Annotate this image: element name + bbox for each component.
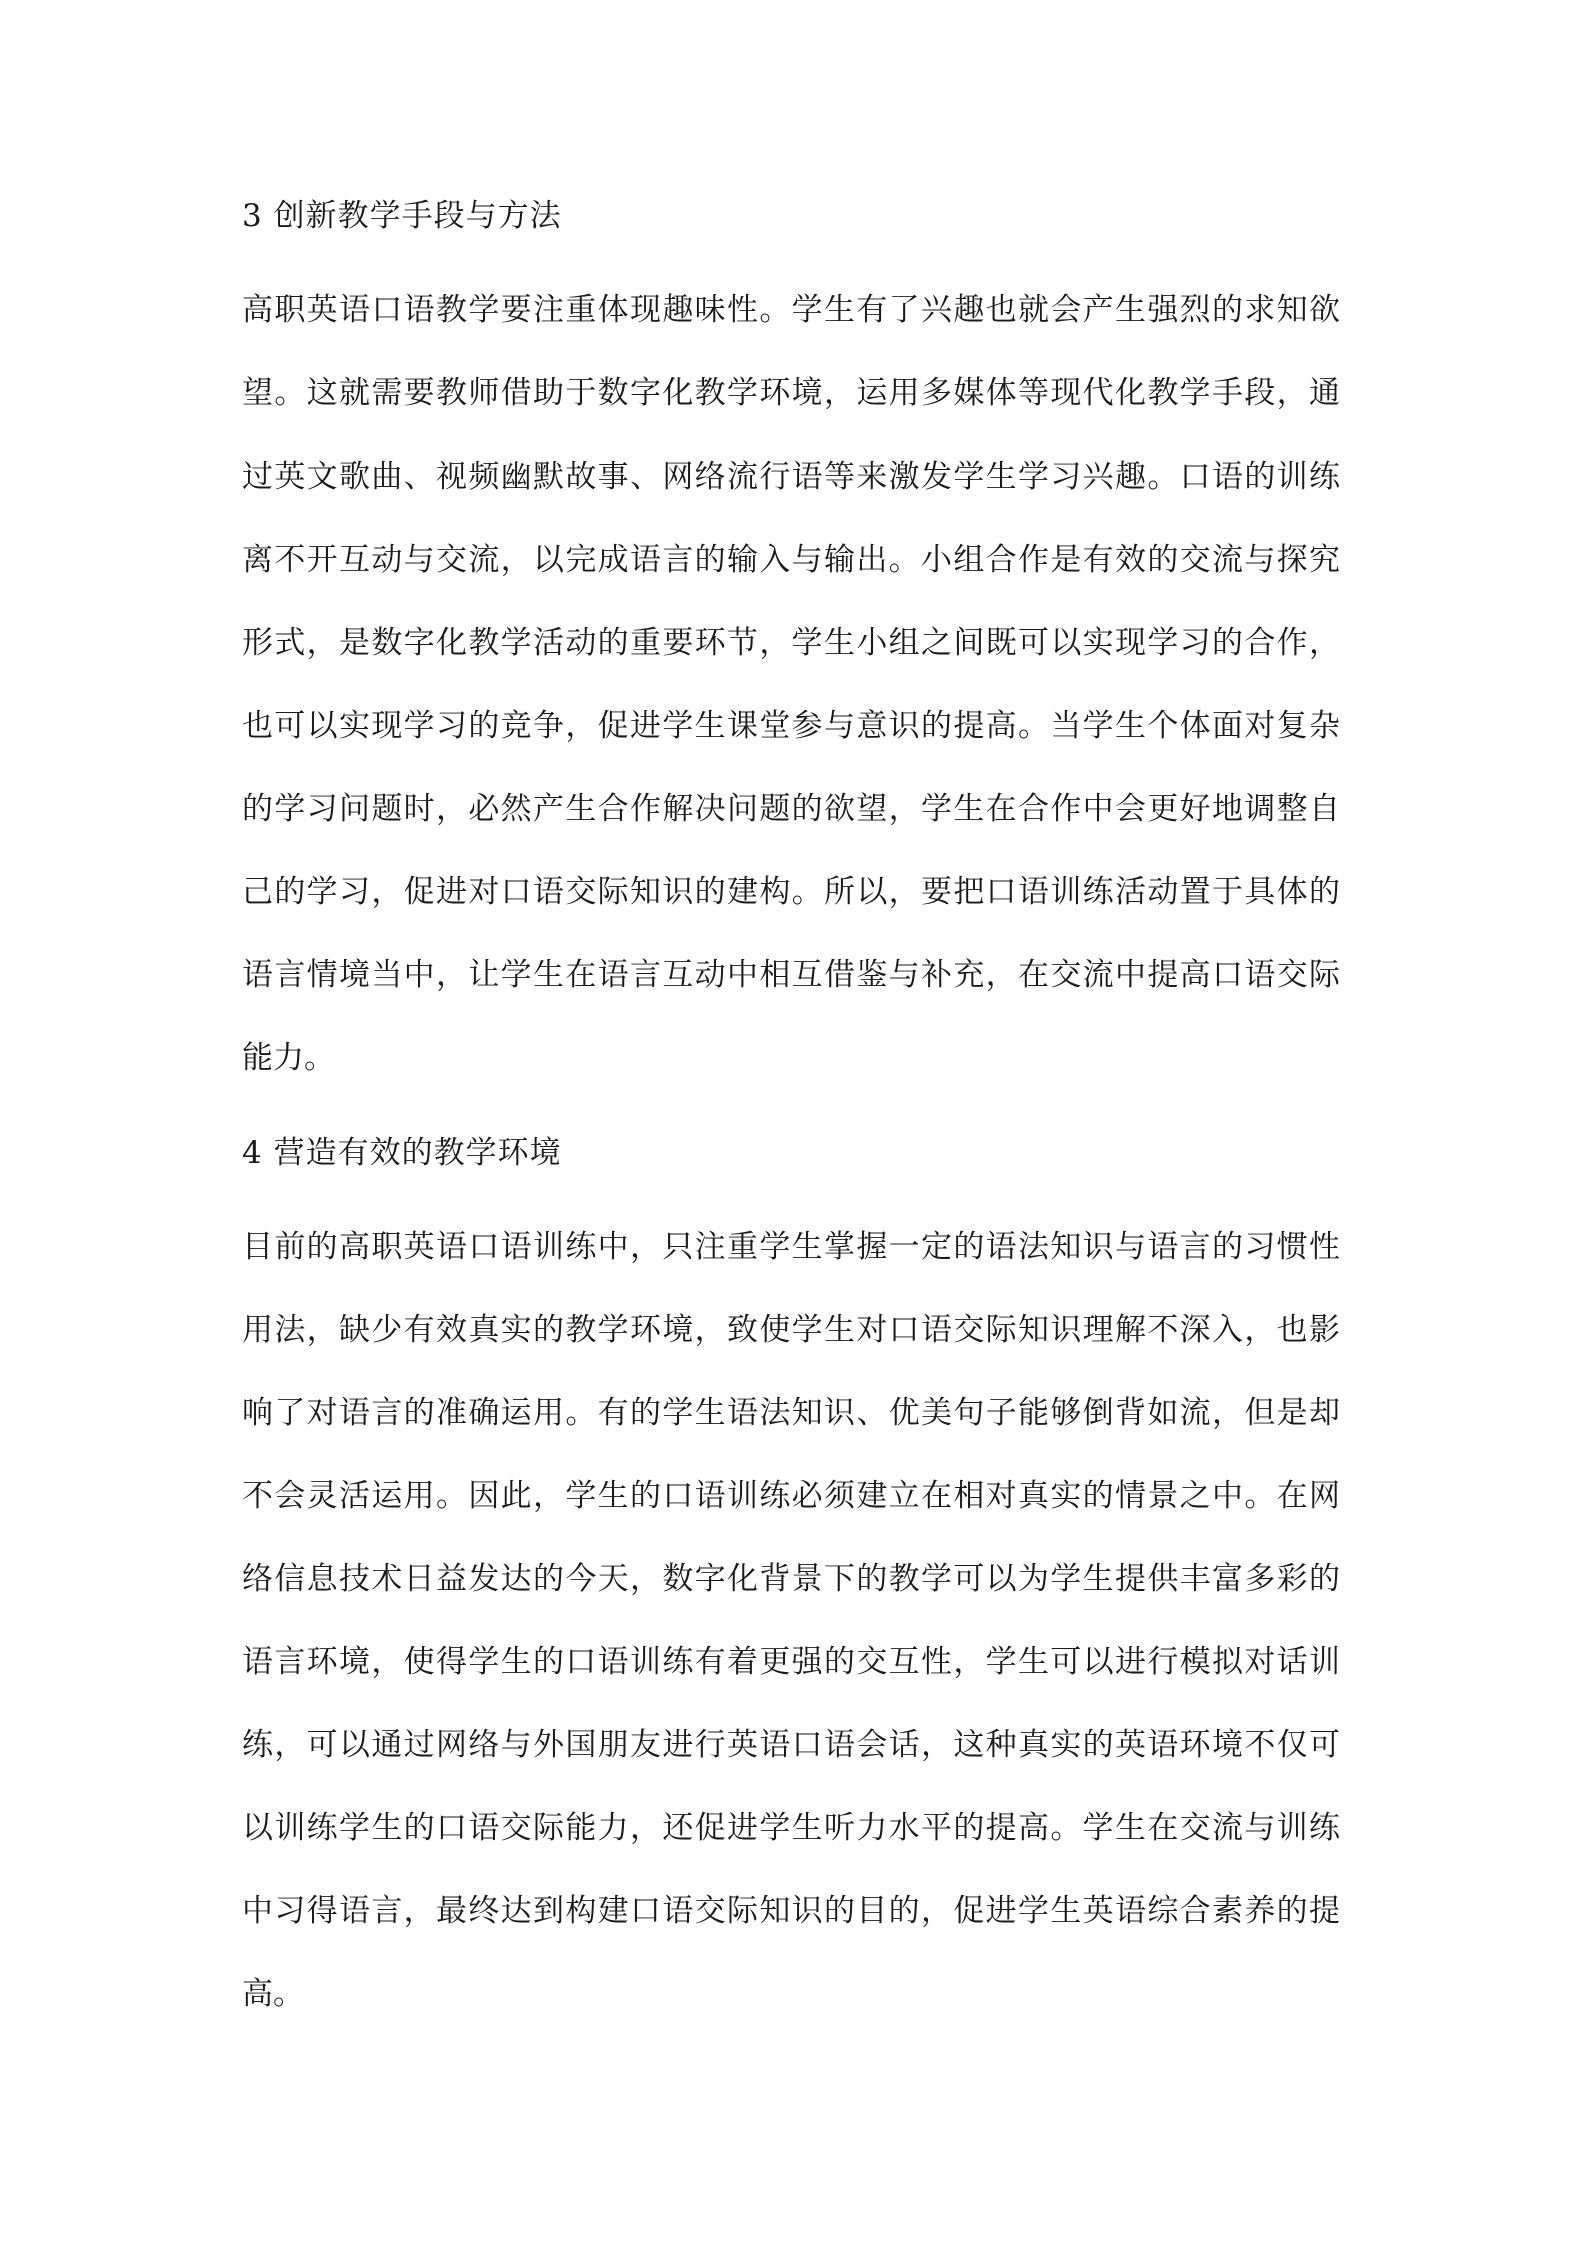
paragraph-line: 过英文歌曲、视频幽默故事、网络流行语等来激发学生学习兴趣。口语的训练 [242, 459, 1340, 495]
paragraph-line: 己的学习，促进对口语交际知识的建构。所以，要把口语训练活动置于具体的 [242, 874, 1340, 910]
paragraph-line: 中习得语言，最终达到构建口语交际知识的目的，促进学生英语综合素养的提 [242, 1893, 1340, 1929]
paragraph-line: 也可以实现学习的竞争，促进学生课堂参与意识的提高。当学生个体面对复杂 [242, 708, 1340, 744]
paragraph-line: 形式，是数字化教学活动的重要环节，学生小组之间既可以实现学习的合作， [242, 625, 1340, 661]
paragraph-line: 络信息技术日益发达的今天，数字化背景下的教学可以为学生提供丰富多彩的 [242, 1561, 1340, 1597]
paragraph-line: 以训练学生的口语交际能力，还促进学生听力水平的提高。学生在交流与训练 [242, 1810, 1340, 1846]
paragraph-line: 不会灵活运用。因此，学生的口语训练必须建立在相对真实的情景之中。在网 [242, 1478, 1340, 1514]
section-3-heading: 3 创新教学手段与方法 [242, 198, 562, 234]
paragraph-line: 响了对语言的准确运用。有的学生语法知识、优美句子能够倒背如流，但是却 [242, 1395, 1340, 1431]
paragraph-line: 的学习问题时，必然产生合作解决问题的欲望，学生在合作中会更好地调整自 [242, 791, 1340, 827]
paragraph-line: 语言情境当中，让学生在语言互动中相互借鉴与补充，在交流中提高口语交际 [242, 957, 1340, 993]
paragraph-line: 用法，缺少有效真实的教学环境，致使学生对口语交际知识理解不深入，也影 [242, 1312, 1340, 1348]
paragraph-line: 语言环境，使得学生的口语训练有着更强的交互性，学生可以进行模拟对话训 [242, 1644, 1340, 1680]
paragraph-line: 练，可以通过网络与外国朋友进行英语口语会话，这种真实的英语环境不仅可 [242, 1727, 1340, 1763]
paragraph-line: 目前的高职英语口语训练中，只注重学生掌握一定的语法知识与语言的习惯性 [242, 1229, 1340, 1265]
paragraph-line: 高职英语口语教学要注重体现趣味性。学生有了兴趣也就会产生强烈的求知欲 [242, 292, 1340, 328]
section-4-heading: 4 营造有效的教学环境 [242, 1135, 562, 1171]
paragraph-line: 能力。 [242, 1040, 335, 1076]
paragraph-line: 高。 [242, 1976, 304, 2012]
paragraph-line: 离不开互动与交流，以完成语言的输入与输出。小组合作是有效的交流与探究 [242, 542, 1340, 578]
paragraph-line: 望。这就需要教师借助于数字化教学环境，运用多媒体等现代化教学手段，通 [242, 375, 1340, 411]
